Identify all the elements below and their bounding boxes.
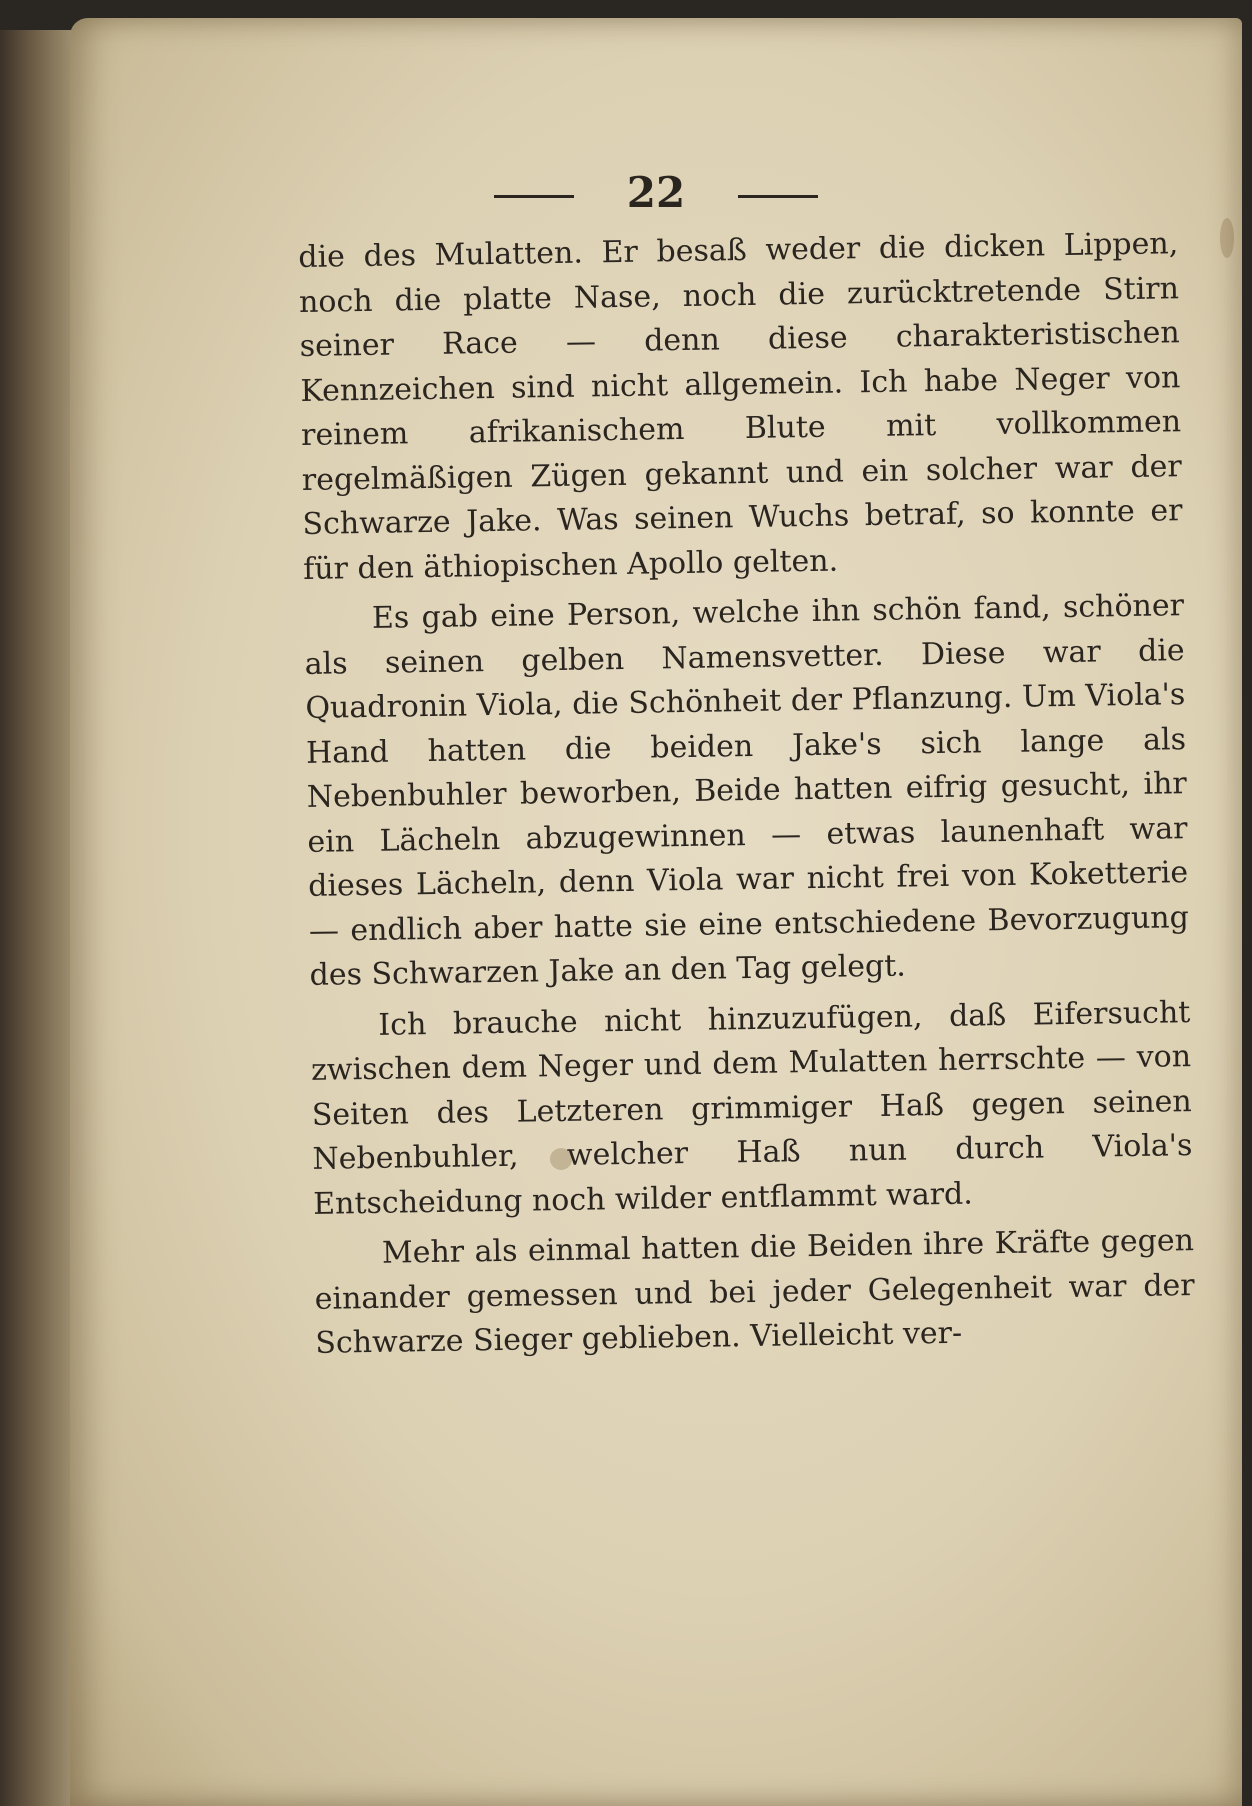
header-rule-left (494, 195, 574, 198)
header-rule-right (738, 195, 818, 198)
page-number: 22 (626, 168, 686, 217)
page-header (70, 168, 1242, 217)
paragraph-3: Ich brauche nicht hinzuzufügen, daß Eifersucht zwischen dem Neger und dem Mulatten herrschte — von Seiten des Letzteren grimmiger Haß gegen seinen Nebenbuhler, welcher Haß nun durch Viola's Entscheidung noch wilder entflammt ward. (310, 994, 1193, 1222)
paragraph-4: Mehr als einmal hatten die Beiden ihre Kräfte gegen einander gemessen und bei jeder Gelegenheit war der Schwarze Sieger geblieben. Vielleicht ver- (314, 1223, 1195, 1361)
paragraph-1: die des Mulatten. Er besaß weder die dicken Lippen, noch die platte Nase, noch die zurücktretende Stirn seiner Race — denn diese charakteristischen Kennzeichen sind nicht allgemein. Ich habe Neger von reinem afrikanischem Blute mit vollkommen regelmäßigen Zügen gekannt und ein solcher war der Schwarze Jake. Was seinen Wuchs betraf, so konnte er für den äthiopischen Apollo gelten. (298, 226, 1183, 587)
book-page (70, 18, 1242, 1806)
book-binding (0, 30, 80, 1806)
body-text (298, 222, 1196, 1366)
paragraph-2: Es gab eine Person, welche ihn schön fand, schöner als seinen gelben Namensvetter. Diese war die Quadronin Viola, die Schönheit der Pflanzung. Um Viola's Hand hatten die beiden Jake's sich lange als Nebenbuhler beworben, Beide hatten eifrig gesucht, ihr ein Lächeln abzugewinnen — etwas launenhaft war dieses Lächeln, denn Viola war nicht frei von Koketterie — endlich aber hatte sie eine entschiedene Bevorzugung des Schwarzen Jake an den Tag gelegt. (304, 588, 1190, 993)
